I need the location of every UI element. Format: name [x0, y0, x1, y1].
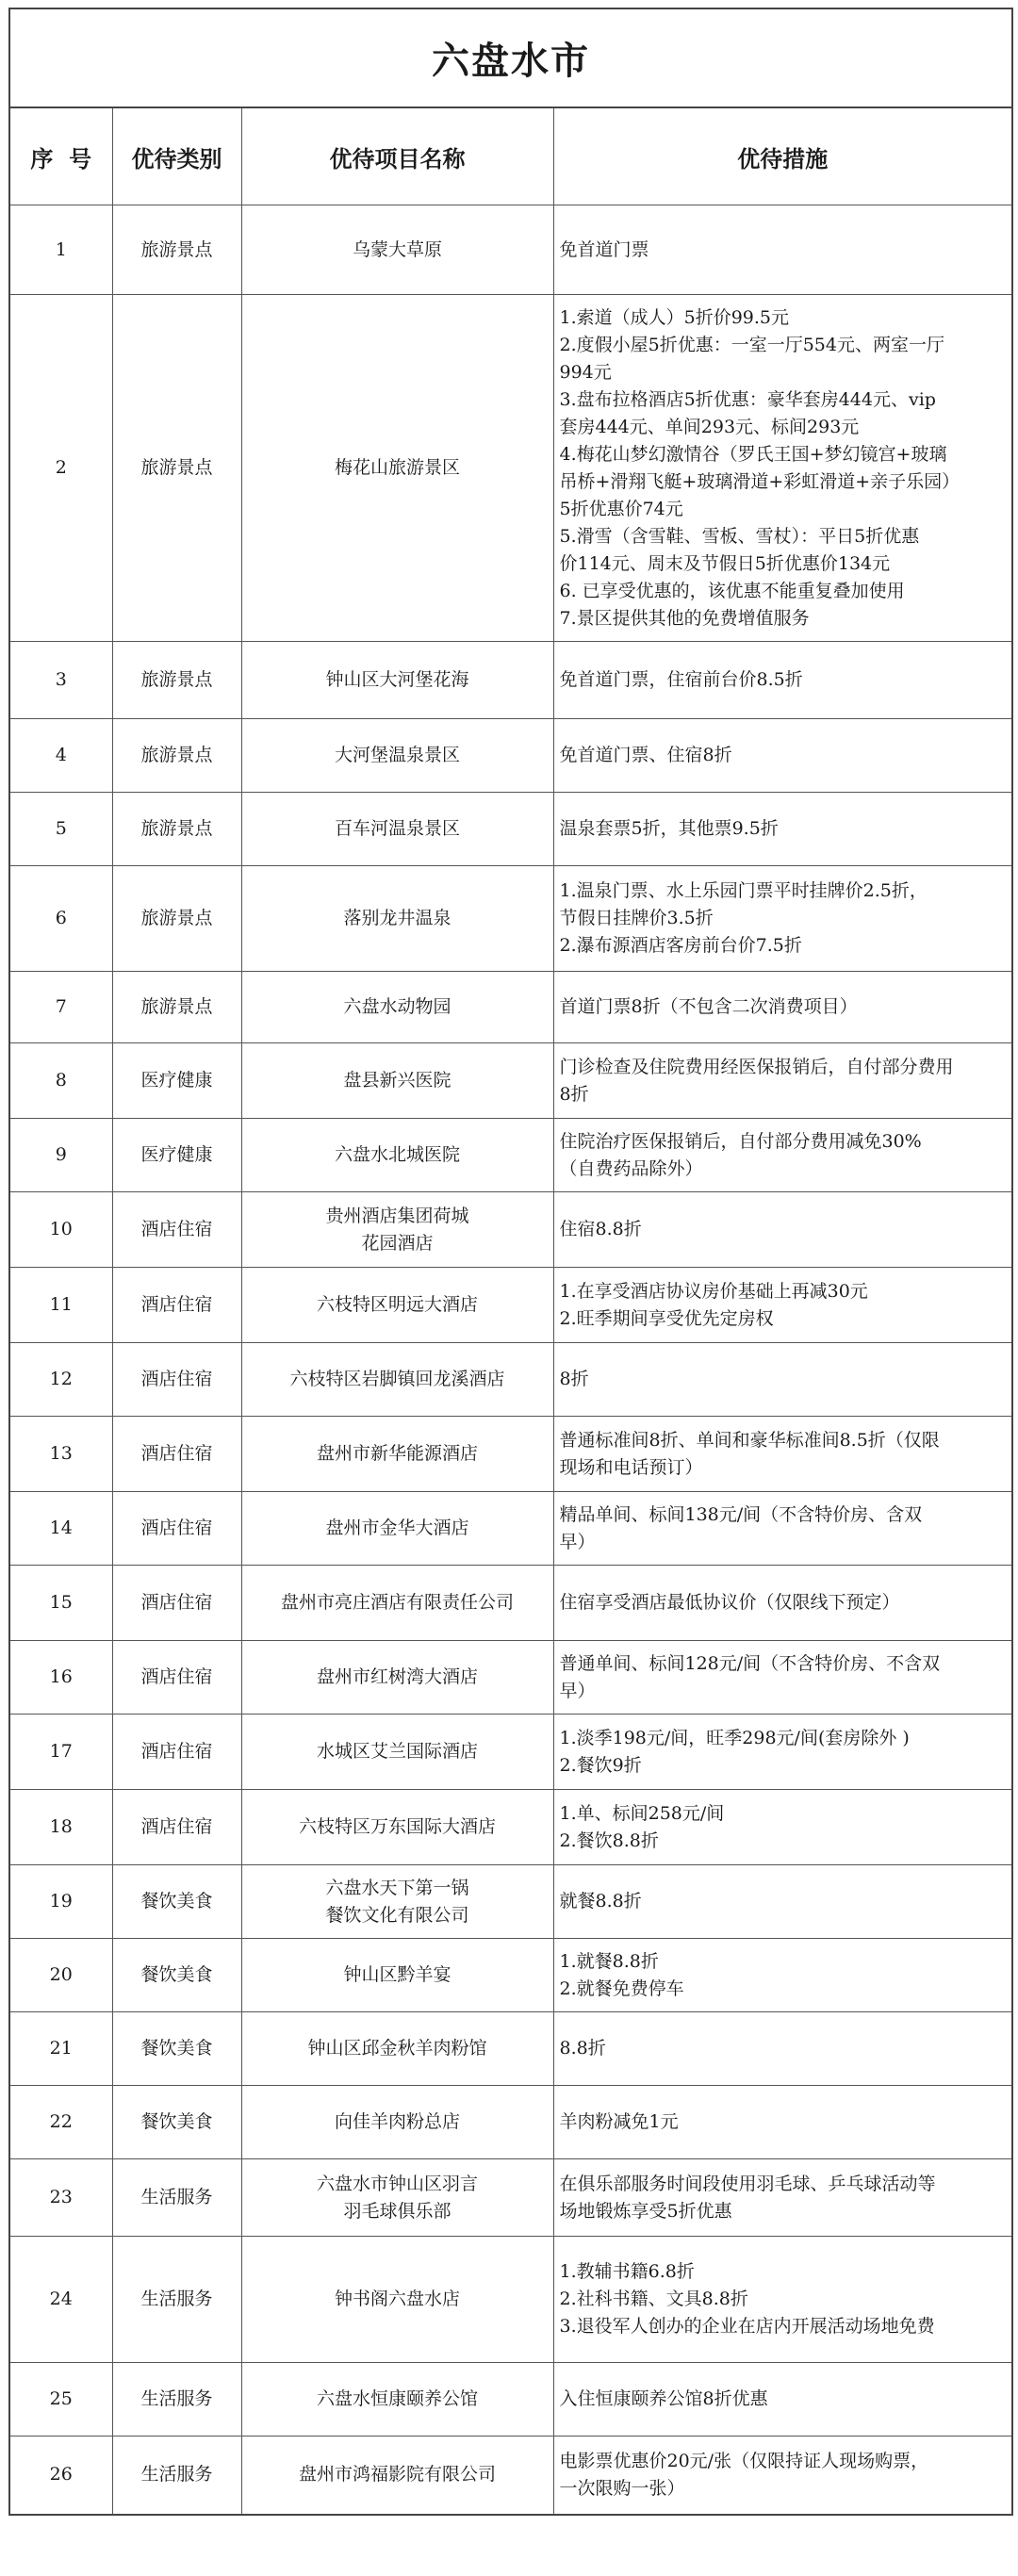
cell-category: 酒店住宿: [112, 1192, 241, 1268]
measure-line: 5折优惠价74元: [559, 498, 683, 519]
cell-category: 生活服务: [112, 2237, 241, 2363]
project-line: 羽毛球俱乐部: [343, 2200, 452, 2222]
measure-line: 免首道门票: [559, 238, 649, 260]
cell-measures: [553, 1641, 1011, 1715]
cell-seq: 10: [10, 1192, 112, 1268]
measure-line: 1.温泉门票、水上乐园门票平时挂牌价2.5折，: [559, 880, 928, 901]
cell-category: 酒店住宿: [112, 1492, 241, 1566]
table-row: [10, 1790, 1011, 1865]
measure-line: 8折: [559, 1083, 589, 1105]
cell-measures: [553, 2012, 1011, 2086]
project-line: 钟山区邱金秋羊肉粉馆: [307, 2038, 487, 2059]
project-line: 六盘水北城医院: [334, 1144, 460, 1165]
cell-category: 生活服务: [112, 2159, 241, 2237]
table-row: [10, 1715, 1011, 1790]
cell-project: [241, 2086, 553, 2159]
cell-seq: 20: [10, 1939, 112, 2012]
project-line: 六盘水市钟山区羽言: [316, 2173, 478, 2194]
header-project: 优待项目名称: [241, 108, 553, 205]
cell-measures: [553, 1715, 1011, 1790]
cell-project: [241, 719, 553, 793]
cell-category: 酒店住宿: [112, 1343, 241, 1417]
project-line: 贵州酒店集团荷城: [325, 1205, 469, 1226]
measure-line: 7.景区提供其他的免费增值服务: [559, 607, 810, 629]
benefits-table-sheet: [8, 8, 1013, 2516]
measure-line: （自费药品除外）: [559, 1157, 703, 1179]
cell-seq: 9: [10, 1119, 112, 1192]
measure-line: 早）: [559, 1531, 596, 1552]
cell-measures: [553, 1268, 1011, 1343]
cell-category: 旅游景点: [112, 719, 241, 793]
cell-project: [241, 1043, 553, 1119]
project-line: 盘州市亮庄酒店有限责任公司: [280, 1592, 514, 1613]
measure-line: 住院治疗医保报销后，自付部分费用减免30%: [559, 1130, 922, 1152]
cell-measures: [553, 1417, 1011, 1492]
measure-line: 现场和电话预订）: [559, 1456, 703, 1478]
cell-project: [241, 1343, 553, 1417]
measure-line: 电影票优惠价20元/张（仅限持证人现场购票，: [559, 2450, 929, 2471]
cell-measures: [553, 866, 1011, 972]
table-row: [10, 793, 1011, 866]
cell-seq: 22: [10, 2086, 112, 2159]
cell-project: [241, 205, 553, 295]
cell-project: [241, 1641, 553, 1715]
measure-line: 免首道门票、住宿8折: [559, 745, 732, 765]
cell-project: [241, 1865, 553, 1939]
cell-category: 酒店住宿: [112, 1641, 241, 1715]
cell-project: [241, 295, 553, 642]
cell-category: 餐饮美食: [112, 1865, 241, 1939]
cell-seq: 15: [10, 1566, 112, 1641]
project-line: 水城区艾兰国际酒店: [316, 1741, 478, 1762]
cell-measures: [553, 1566, 1011, 1641]
cell-seq: 6: [10, 866, 112, 972]
measure-line: 3.盘布拉格酒店5折优惠：豪华套房444元、vip: [559, 388, 936, 410]
cell-project: [241, 1790, 553, 1865]
project-line: 花园酒店: [361, 1232, 434, 1254]
measure-line: 温泉套票5折，其他票9.5折: [559, 818, 779, 839]
measure-line: 1.淡季198元/间，旺季298元/间(套房除外 ): [559, 1727, 910, 1748]
table-row: [10, 1939, 1011, 2012]
measure-line: 在俱乐部服务时间段使用羽毛球、乒乓球活动等: [559, 2173, 936, 2194]
cell-seq: 1: [10, 205, 112, 295]
cell-category: 旅游景点: [112, 866, 241, 972]
cell-measures: [553, 2159, 1011, 2237]
header-category: 优待类别: [112, 108, 241, 205]
cell-seq: 24: [10, 2237, 112, 2363]
cell-measures: [553, 1865, 1011, 1939]
measure-line: 5.滑雪（含雪鞋、雪板、雪杖）：平日5折优惠: [559, 525, 920, 547]
table-row: [10, 972, 1011, 1043]
cell-project: [241, 642, 553, 719]
measure-line: 一次限购一张）: [559, 2477, 685, 2499]
cell-category: 医疗健康: [112, 1119, 241, 1192]
project-line: 六枝特区岩脚镇回龙溪酒店: [289, 1369, 505, 1389]
measure-line: 节假日挂牌价3.5折: [559, 908, 714, 928]
measure-line: 羊肉粉减免1元: [559, 2111, 679, 2132]
table-header-row: [10, 108, 1011, 205]
cell-measures: [553, 295, 1011, 642]
benefits-table: [10, 108, 1011, 2514]
project-line: 盘州市红树湾大酒店: [316, 1666, 478, 1687]
project-line: 向佳羊肉粉总店: [334, 2111, 460, 2132]
table-row: [10, 1119, 1011, 1192]
cell-category: 酒店住宿: [112, 1790, 241, 1865]
measure-line: 1.单、标间258元/间: [559, 1802, 725, 1824]
cell-measures: [553, 2363, 1011, 2437]
cell-seq: 7: [10, 972, 112, 1043]
cell-category: 生活服务: [112, 2363, 241, 2437]
cell-measures: [553, 205, 1011, 295]
measure-line: 8.8折: [559, 2038, 606, 2059]
header-seq: 序 号: [10, 108, 112, 205]
cell-measures: [553, 642, 1011, 719]
measure-line: 8折: [559, 1369, 589, 1389]
project-line: 六盘水天下第一锅: [325, 1877, 469, 1898]
cell-category: 旅游景点: [112, 972, 241, 1043]
cell-project: [241, 1715, 553, 1790]
cell-category: 餐饮美食: [112, 2086, 241, 2159]
cell-project: [241, 2012, 553, 2086]
cell-project: [241, 2437, 553, 2514]
table-row: [10, 1192, 1011, 1268]
table-body: [10, 205, 1011, 2514]
measure-line: 1.在享受酒店协议房价基础上再减30元: [559, 1280, 868, 1302]
table-row: [10, 1417, 1011, 1492]
cell-seq: 5: [10, 793, 112, 866]
measure-line: 1.就餐8.8折: [559, 1950, 659, 1972]
project-line: 钟山区大河堡花海: [325, 669, 469, 690]
measure-line: 994元: [559, 361, 612, 383]
cell-measures: [553, 2437, 1011, 2514]
cell-seq: 14: [10, 1492, 112, 1566]
table-row: [10, 719, 1011, 793]
table-row: [10, 1566, 1011, 1641]
table-row: [10, 2437, 1011, 2514]
cell-category: 旅游景点: [112, 793, 241, 866]
cell-seq: 19: [10, 1865, 112, 1939]
cell-measures: [553, 2086, 1011, 2159]
cell-category: 餐饮美食: [112, 1939, 241, 2012]
measure-line: 2.就餐免费停车: [559, 1977, 684, 1999]
cell-measures: [553, 793, 1011, 866]
cell-project: [241, 866, 553, 972]
cell-seq: 21: [10, 2012, 112, 2086]
cell-seq: 16: [10, 1641, 112, 1715]
cell-seq: 12: [10, 1343, 112, 1417]
cell-project: [241, 2159, 553, 2237]
project-line: 钟书阁六盘水店: [334, 2289, 460, 2309]
cell-measures: [553, 1119, 1011, 1192]
project-line: 盘州市新华能源酒店: [316, 1443, 478, 1464]
measure-line: 2.餐饮8.8折: [559, 1829, 659, 1851]
cell-category: 酒店住宿: [112, 1715, 241, 1790]
measure-line: 2.瀑布源酒店客房前台价7.5折: [559, 935, 802, 956]
cell-seq: 23: [10, 2159, 112, 2237]
measure-line: 精品单间、标间138元/间（不含特价房、含双: [559, 1503, 923, 1525]
table-row: [10, 2012, 1011, 2086]
table-row: [10, 1641, 1011, 1715]
cell-measures: [553, 1939, 1011, 2012]
measure-line: 吊桥+滑翔飞艇+玻璃滑道+彩虹滑道+亲子乐园）: [559, 470, 961, 492]
cell-project: [241, 1268, 553, 1343]
measure-line: 1.教辅书籍6.8折: [559, 2261, 695, 2282]
cell-measures: [553, 972, 1011, 1043]
cell-category: 生活服务: [112, 2437, 241, 2514]
table-row: [10, 642, 1011, 719]
measure-line: 早）: [559, 1680, 596, 1701]
project-line: 落别龙井温泉: [343, 908, 452, 928]
table-row: [10, 866, 1011, 972]
measure-line: 免首道门票，住宿前台价8.5折: [559, 669, 803, 690]
measure-line: 就餐8.8折: [559, 1891, 642, 1911]
cell-category: 旅游景点: [112, 642, 241, 719]
project-line: 大河堡温泉景区: [334, 745, 460, 765]
measure-line: 3.退役军人创办的企业在店内开展活动场地免费: [559, 2316, 935, 2337]
cell-category: 医疗健康: [112, 1043, 241, 1119]
cell-category: 餐饮美食: [112, 2012, 241, 2086]
project-line: 盘县新兴医院: [343, 1070, 452, 1091]
project-line: 梅花山旅游景区: [334, 457, 460, 478]
measure-line: 住宿享受酒店最低协议价（仅限线下预定）: [559, 1592, 900, 1613]
measure-line: 2.餐饮9折: [559, 1754, 642, 1776]
cell-seq: 4: [10, 719, 112, 793]
measure-line: 2.社科书籍、文具8.8折: [559, 2289, 748, 2309]
cell-project: [241, 793, 553, 866]
measure-line: 首道门票8折（不包含二次消费项目）: [559, 996, 858, 1017]
cell-category: 旅游景点: [112, 295, 241, 642]
cell-seq: 26: [10, 2437, 112, 2514]
table-row: [10, 2086, 1011, 2159]
measure-line: 1.索道（成人）5折价99.5元: [559, 306, 790, 328]
cell-seq: 8: [10, 1043, 112, 1119]
measure-line: 普通单间、标间128元/间（不含特价房、不含双: [559, 1652, 941, 1674]
cell-project: [241, 1566, 553, 1641]
cell-measures: [553, 1790, 1011, 1865]
cell-project: [241, 1939, 553, 2012]
cell-seq: 11: [10, 1268, 112, 1343]
table-row: [10, 1268, 1011, 1343]
project-line: 六枝特区明远大酒店: [316, 1294, 478, 1315]
table-row: [10, 295, 1011, 642]
cell-category: 酒店住宿: [112, 1566, 241, 1641]
cell-measures: [553, 2237, 1011, 2363]
table-row: [10, 2159, 1011, 2237]
project-line: 盘州市鸿福影院有限公司: [298, 2464, 496, 2486]
measure-line: 2.度假小屋5折优惠：一室一厅554元、两室一厅: [559, 334, 944, 355]
project-line: 百车河温泉景区: [334, 818, 460, 839]
table-row: [10, 2363, 1011, 2437]
project-line: 餐饮文化有限公司: [325, 1904, 469, 1926]
cell-project: [241, 1192, 553, 1268]
project-line: 盘州市金华大酒店: [325, 1518, 469, 1538]
cell-project: [241, 1119, 553, 1192]
measure-line: 4.梅花山梦幻激情谷（罗氏王国+梦幻镜宫+玻璃: [559, 443, 947, 465]
measure-line: 价114元、周末及节假日5折优惠价134元: [559, 552, 891, 574]
cell-project: [241, 1492, 553, 1566]
cell-seq: 2: [10, 295, 112, 642]
cell-measures: [553, 1343, 1011, 1417]
cell-seq: 3: [10, 642, 112, 719]
cell-category: 酒店住宿: [112, 1268, 241, 1343]
cell-project: [241, 2363, 553, 2437]
header-measures: 优待措施: [553, 108, 1011, 205]
table-row: [10, 1043, 1011, 1119]
cell-project: [241, 2237, 553, 2363]
cell-measures: [553, 719, 1011, 793]
table-row: [10, 1865, 1011, 1939]
project-line: 六盘水恒康颐养公馆: [316, 2388, 478, 2409]
cell-seq: 25: [10, 2363, 112, 2437]
measure-line: 普通标准间8折、单间和豪华标准间8.5折（仅限: [559, 1429, 940, 1451]
table-row: [10, 1343, 1011, 1417]
cell-project: [241, 1417, 553, 1492]
cell-category: 酒店住宿: [112, 1417, 241, 1492]
measure-line: 门诊检查及住院费用经医保报销后，自付部分费用: [559, 1056, 954, 1077]
measure-line: 住宿8.8折: [559, 1219, 642, 1239]
table-row: [10, 205, 1011, 295]
measure-line: 6. 已享受优惠的，该优惠不能重复叠加使用: [559, 580, 905, 601]
project-line: 乌蒙大草原: [352, 238, 442, 260]
table-row: [10, 1492, 1011, 1566]
project-line: 六枝特区万东国际大酒店: [298, 1816, 496, 1837]
cell-seq: 18: [10, 1790, 112, 1865]
cell-seq: 17: [10, 1715, 112, 1790]
project-line: 钟山区黔羊宴: [343, 1964, 452, 1985]
cell-measures: [553, 1192, 1011, 1268]
measure-line: 场地锻炼享受5折优惠: [559, 2200, 732, 2222]
measure-line: 入住恒康颐养公馆8折优惠: [559, 2388, 768, 2409]
cell-measures: [553, 1492, 1011, 1566]
measure-line: 套房444元、单间293元、标间293元: [559, 416, 860, 437]
cell-project: [241, 972, 553, 1043]
project-line: 六盘水动物园: [343, 996, 452, 1017]
table-row: [10, 2237, 1011, 2363]
cell-category: 旅游景点: [112, 205, 241, 295]
cell-seq: 13: [10, 1417, 112, 1492]
cell-measures: [553, 1043, 1011, 1119]
page-title: 六盘水市: [10, 9, 1011, 108]
measure-line: 2.旺季期间享受优先定房权: [559, 1307, 774, 1329]
